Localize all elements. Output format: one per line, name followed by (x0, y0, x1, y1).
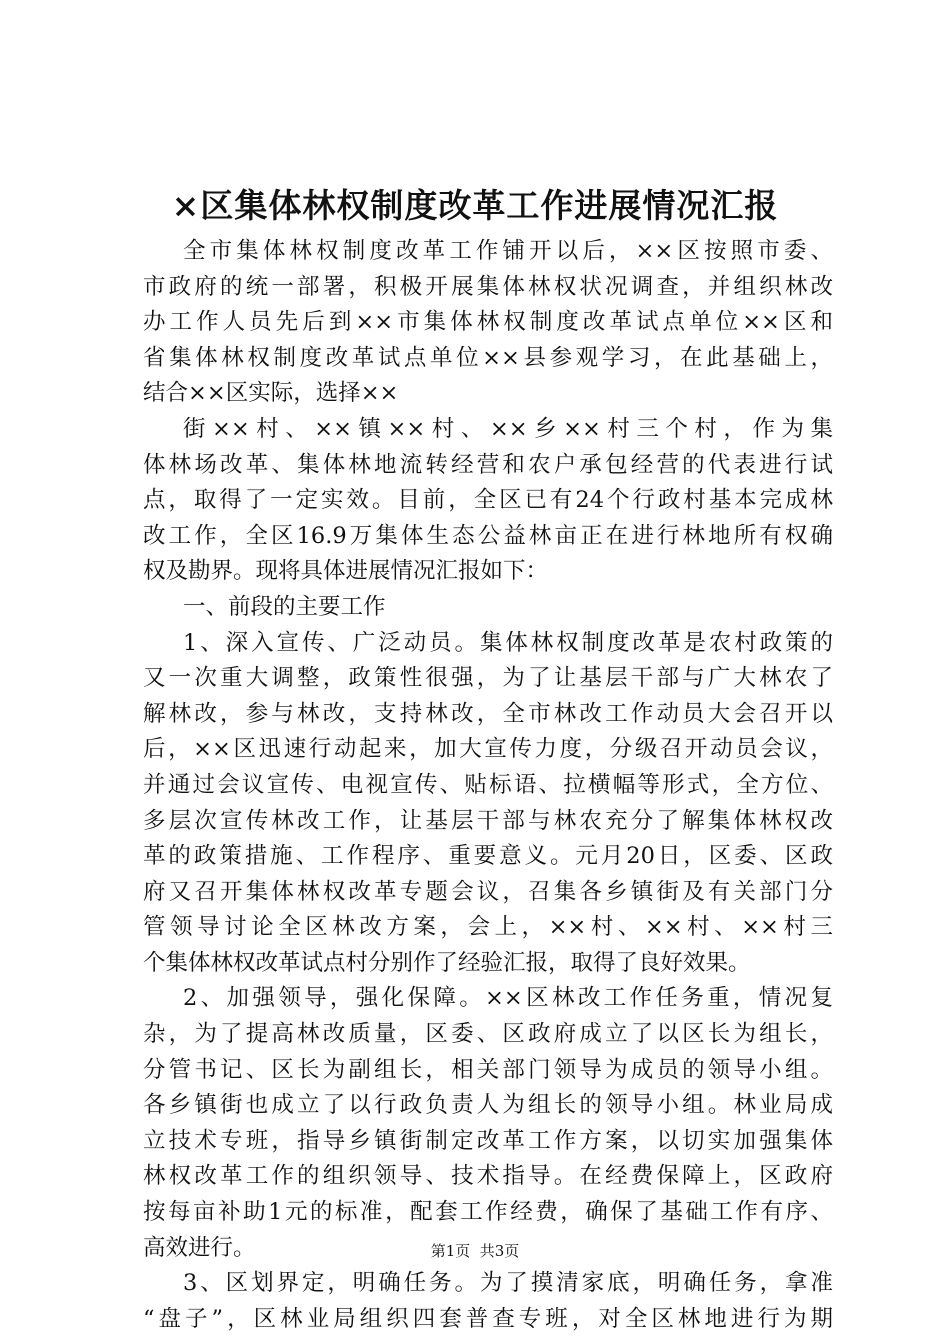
paragraph-line: 各乡镇街也成立了以行政负责人为组长的领导小组。林业局成 (143, 1092, 833, 1119)
paragraph-line: 立技术专班，指导乡镇街制定改革工作方案，以切实加强集体 (143, 1127, 833, 1154)
paragraph-line: 后，××区迅速行动起来，加大宣传力度，分级召开动员会议， (143, 736, 833, 763)
paragraph-line: 2、加强领导，强化保障。××区林改工作任务重，情况复 (183, 985, 833, 1012)
paragraph-line: 高效进行。 (143, 1234, 256, 1261)
paragraph-line: 点，取得了一定实效。目前，全区已有24个行政村基本完成林 (143, 487, 833, 514)
document-title: ×区集体林权制度改革工作进展情况汇报 (171, 186, 779, 225)
paragraph-line: 街××村、××镇××村、××乡××村三个村，作为集 (183, 415, 833, 442)
paragraph-line: 府又召开集体林权改革专题会议，召集各乡镇街及有关部门分 (143, 878, 833, 905)
paragraph-line: 又一次重大调整，政策性很强，为了让基层干部与广大林农了 (143, 665, 833, 692)
paragraph-line: “盘子”，区林业局组织四套普查专班，对全区林地进行为期 (143, 1305, 833, 1332)
paragraph-line: 改工作，全区16.9万集体生态公益林亩正在进行林地所有权确 (143, 522, 833, 549)
paragraph-line: 革的政策措施、工作程序、重要意义。元月20日，区委、区政 (143, 843, 833, 870)
paragraph-line: 3、区划界定，明确任务。为了摸清家底，明确任务，拿准 (183, 1270, 833, 1297)
paragraph-line: 办工作人员先后到××市集体林权制度改革试点单位××区和 (143, 309, 833, 336)
paragraph-line: 全市集体林权制度改革工作铺开以后，××区按照市委、 (183, 238, 833, 264)
paragraph-line: 多层次宣传林改工作，让基层干部与林农充分了解集体林权改 (143, 807, 833, 834)
paragraph-line: 体林场改革、集体林地流转经营和农户承包经营的代表进行试 (143, 451, 833, 478)
paragraph-line: 解林改，参与林改，支持林改，全市林改工作动员大会召开以 (143, 700, 833, 727)
paragraph-line: 管领导讨论全区林改方案，会上，××村、××村、××村三 (143, 914, 833, 941)
paragraph-line: 并通过会议宣传、电视宣传、贴标语、拉横幅等形式，全方位、 (143, 771, 833, 798)
paragraph-line: 杂，为了提高林改质量，区委、区政府成立了以区长为组长， (143, 1021, 833, 1048)
paragraph-line: 分管书记、区长为副组长，相关部门领导为成员的领导小组。 (143, 1056, 833, 1083)
paragraph-line: 权及勘界。现将具体进展情况汇报如下： (143, 558, 549, 585)
section-heading: 一、前段的主要工作 (183, 593, 386, 620)
paragraph-line: 按每亩补助1元的标准，配套工作经费，确保了基础工作有序、 (143, 1199, 833, 1226)
paragraph-line: 省集体林权制度改革试点单位××县参观学习，在此基础上， (143, 344, 833, 371)
document-body (143, 234, 833, 1337)
paragraph-line: 1、深入宣传、广泛动员。集体林权制度改革是农村政策的 (183, 629, 833, 656)
paragraph-line: 结合××区实际，选择×× (143, 380, 399, 407)
paragraph-line: 个集体林权改革试点村分别作了经验汇报，取得了良好效果。 (143, 949, 751, 976)
page-number: 第1页 共3页 (430, 1242, 520, 1260)
paragraph-line: 林权改革工作的组织领导、技术指导。在经费保障上，区政府 (143, 1163, 833, 1190)
paragraph-line: 市政府的统一部署，积极开展集体林权状况调查，并组织林改 (143, 273, 833, 300)
